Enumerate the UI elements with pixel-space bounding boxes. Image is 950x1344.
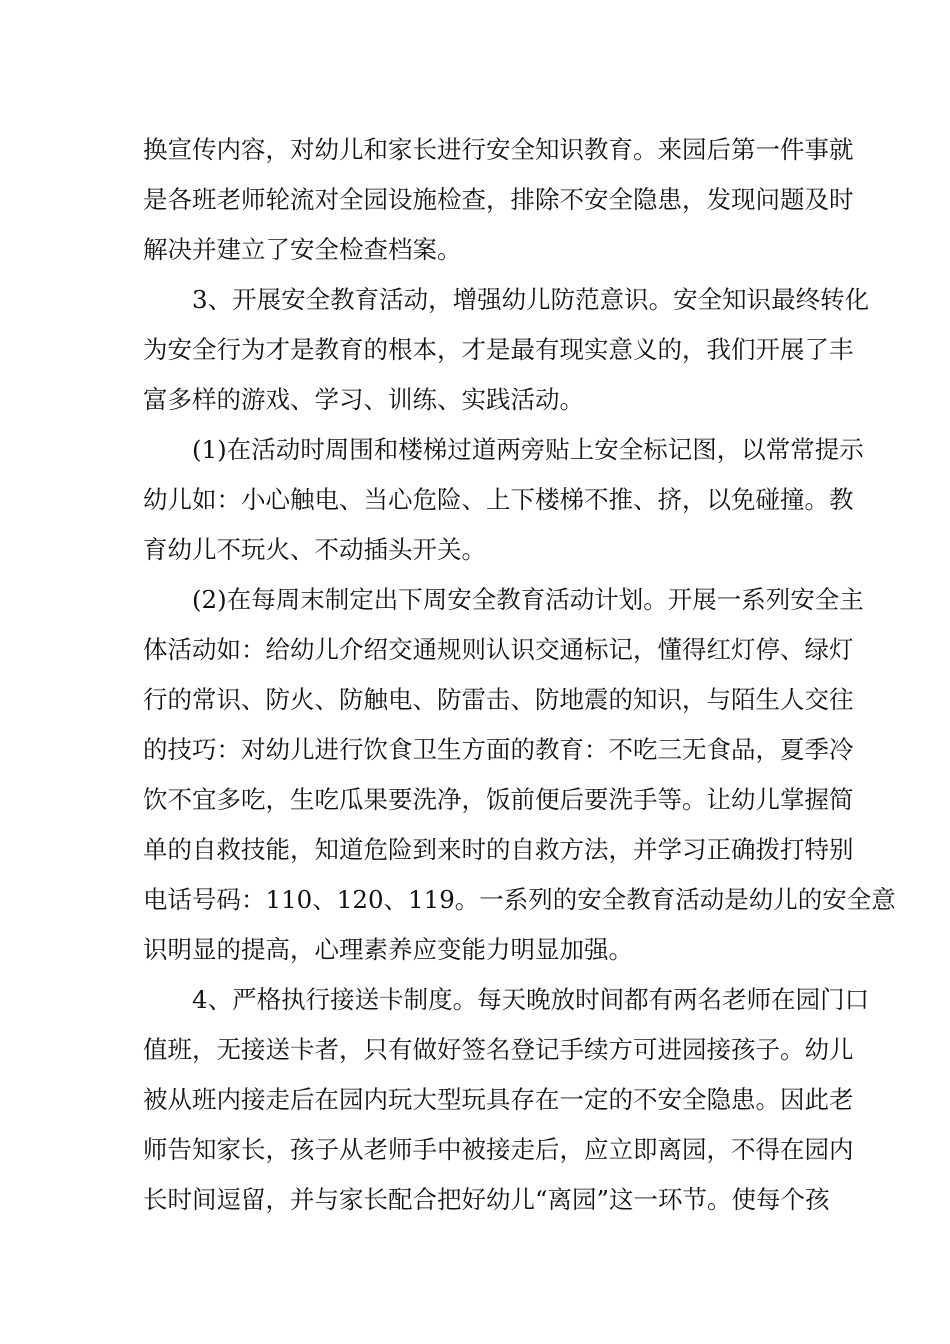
text-line: 识明显的提高，心理素养应变能力明显加强。 xyxy=(143,935,633,964)
text-line: 是各班老师轮流对全园设施检查，排除不安全隐患，发现问题及时 xyxy=(143,185,854,214)
text-line: 为安全行为才是教育的根本，才是最有现实意义的，我们开展了丰 xyxy=(143,335,854,364)
text-line: 幼儿如：小心触电、当心危险、上下楼梯不推、挤，以免碰撞。教 xyxy=(143,485,854,514)
text-line: 电话号码：110、120、119。一系列的安全教育活动是幼儿的安全意 xyxy=(143,885,896,914)
text-line: 换宣传内容，对幼儿和家长进行安全知识教育。来园后第一件事就 xyxy=(143,135,854,164)
paragraph-start-line: (1)在活动时周围和楼梯过道两旁贴上安全标记图，以常常提示 xyxy=(192,435,864,464)
text-line: 富多样的游戏、学习、训练、实践活动。 xyxy=(143,385,584,414)
text-line: 长时间逗留，并与家长配合把好幼儿“离园”这一环节。使每个孩 xyxy=(143,1185,830,1214)
paragraph-start-line: 4、严格执行接送卡制度。每天晚放时间都有两名老师在园门口 xyxy=(192,985,870,1014)
text-line: 师告知家长，孩子从老师手中被接走后，应立即离园，不得在园内 xyxy=(143,1135,854,1164)
text-line: 饮不宜多吃，生吃瓜果要洗净，饭前便后要洗手等。让幼儿掌握简 xyxy=(143,785,854,814)
text-line: 单的自救技能，知道危险到来时的自救方法，并学习正确拨打特别 xyxy=(143,835,854,864)
paragraph-start-line: (2)在每周末制定出下周安全教育活动计划。开展一系列安全主 xyxy=(192,585,864,614)
text-line: 值班，无接送卡者，只有做好签名登记手续方可进园接孩子。幼儿 xyxy=(143,1035,854,1064)
text-line: 育幼儿不玩火、不动插头开关。 xyxy=(143,535,486,564)
text-line: 被从班内接走后在园内玩大型玩具存在一定的不安全隐患。因此老 xyxy=(143,1085,854,1114)
text-line: 行的常识、防火、防触电、防雷击、防地震的知识，与陌生人交往 xyxy=(143,685,854,714)
paragraph-start-line: 3、开展安全教育活动，增强幼儿防范意识。安全知识最终转化 xyxy=(192,285,870,314)
text-line: 解决并建立了安全检查档案。 xyxy=(143,235,462,264)
text-line: 体活动如：给幼儿介绍交通规则认识交通标记，懂得红灯停、绿灯 xyxy=(143,635,854,664)
text-line: 的技巧：对幼儿进行饮食卫生方面的教育：不吃三无食品，夏季冷 xyxy=(143,735,854,764)
